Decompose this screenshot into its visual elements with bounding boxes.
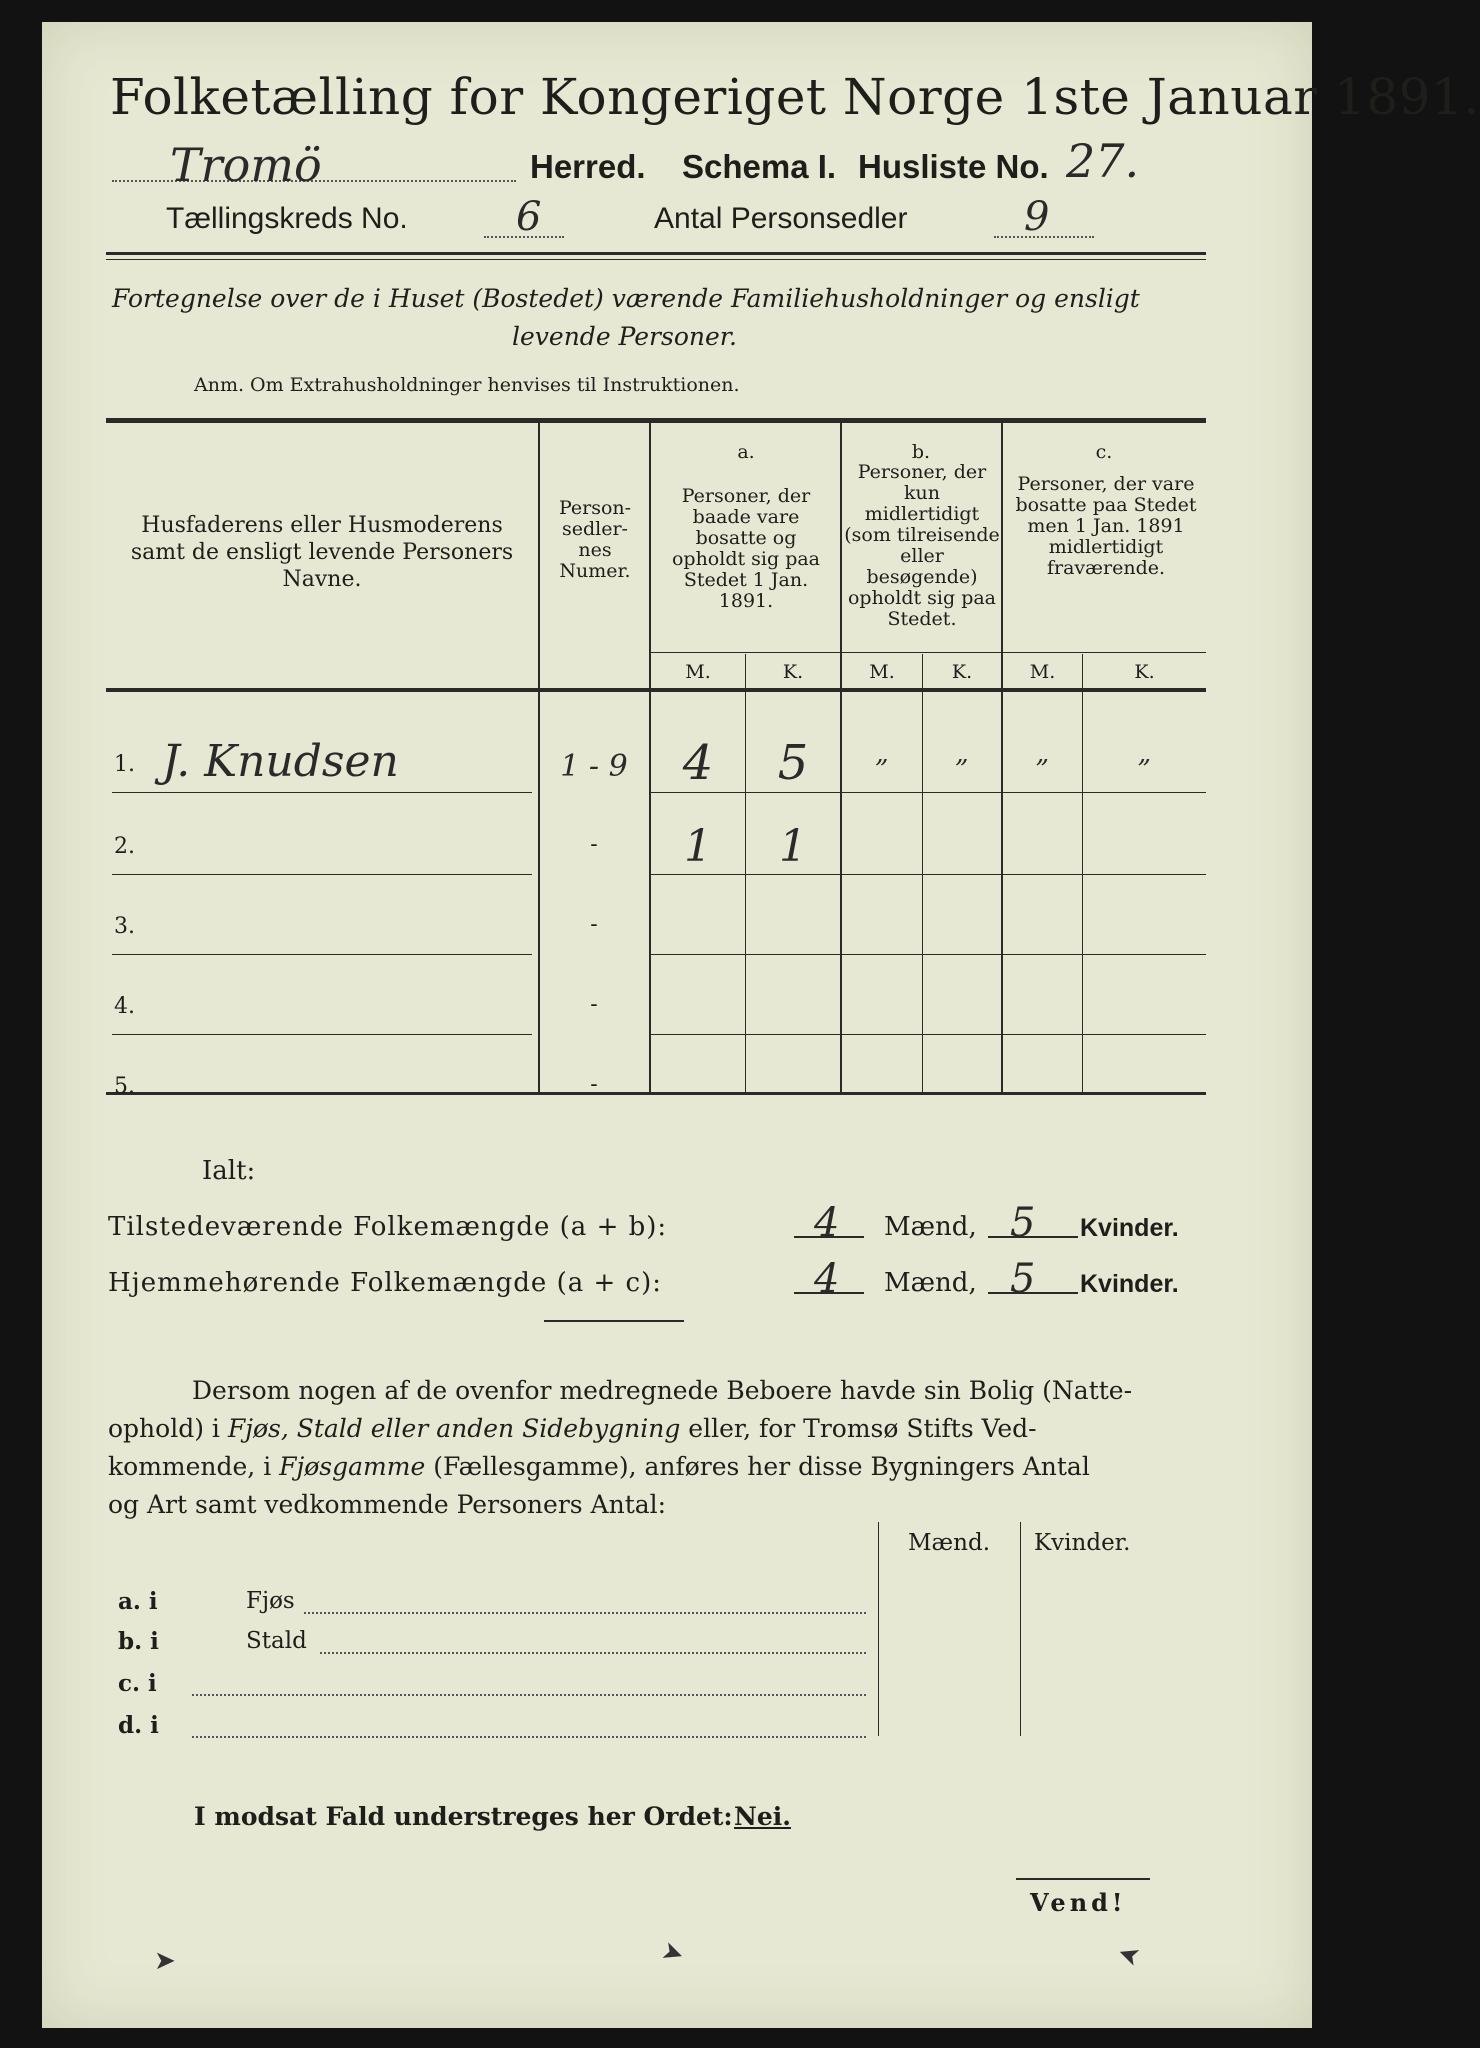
header-b: Personer, der kun midlertidigt (som tilreisende eller besøgende) opholdt sig paa Stedet.: [844, 461, 1000, 630]
census-form: Folketælling for Kongeriget Norge 1ste Januar 1891. Tromö Herred. Schema I. Husliste No. 27. Tællingskreds No. 6 Antal Personsedler 9 Fortegnelse over de i Huset (Bostedet) værende Familiehusholdninger og ensligt levende Personer. Anm. Om Extrahusholdninger henvises til Instruktionen. Husfaderens eller Husmoderens samt de ensligt levende Personers Navne. Person-sedler-nes Numer. a. Personer, der baade vare bosatte og opholdt sig paa Stedet 1 Jan. 1891. b. Personer, der kun midlertidigt (som tilreisende eller besøgende) opholdt sig paa Stedet. c. Personer, der vare bosatte paa Stedet men 1 Jan. 1891 midlertidigt fraværende. M. K. M. K. M. K. 1. J. Knudsen 1 - 9 4 5 „ „ „ „ 2. - 1 1 3. - 4. - 5. - Ialt: Tilstedeværende Folkemængde (a + b): 4 Mænd, 5 Kvinder. Hjemmehørende Folkemængde (a + c): 4 Mænd, 5 Kvinder. Dersom nogen af de ovenfor medregnede Beboere havde sin Bolig (Natte- ophold) i Fjøs, Stald eller anden Sidebygning eller, for Tromsø Stifts Ved- kommende, i Fjøsgamme (Fællesgamme), anføres her disse Bygningers Antal og Art samt vedkommende Personers Antal: Mænd. Kvinder. a. i Fjøs b. i Stald c. i d. i I modsat Fald understreges her Ordet: Nei. Vend! ➤ ➤ ➤: [42, 22, 1312, 2028]
hjemme-k: 5: [1010, 1256, 1036, 1302]
header-rule-thin: [106, 259, 1206, 260]
kreds-label: Tællingskreds No.: [166, 202, 408, 235]
intro-line-1: Fortegnelse over de i Huset (Bostedet) værende Familiehusholdninger og ensligt: [112, 284, 1140, 313]
ialt-label: Ialt:: [202, 1156, 256, 1186]
header-b-k: K.: [951, 661, 973, 683]
tilstede-label: Tilstedeværende Folkemængde (a + b):: [108, 1212, 668, 1242]
intro-line-2: levende Personer.: [512, 322, 737, 351]
arrow-mark-icon: ➤: [657, 1935, 689, 1971]
header-c-letter: c.: [1095, 441, 1113, 463]
header-c-m: M.: [1029, 661, 1056, 683]
buildings-line-3: kommende, i Fjøsgamme (Fællesgamme), anføres her disse Bygningers Antal: [108, 1452, 1090, 1481]
header-a: Personer, der baade vare bosatte og opholdt sig paa Stedet 1 Jan. 1891.: [671, 485, 821, 612]
header-b-m: M.: [869, 661, 895, 683]
header-c-k: K.: [1134, 661, 1155, 683]
hjemme-m: 4: [814, 1256, 840, 1302]
buildings-line-4: og Art samt vedkommende Personers Antal:: [108, 1490, 667, 1519]
header-personsedler: Person-sedler-nes Numer.: [558, 497, 632, 582]
kreds-value: 6: [516, 194, 542, 240]
buildings-line-2: ophold) i Fjøs, Stald eller anden Sidebygning eller, for Tromsø Stifts Ved-: [108, 1414, 1037, 1443]
household-name: J. Knudsen: [162, 736, 399, 787]
buildings-line-1: Dersom nogen af de ovenfor medregnede Beboere havde sin Bolig (Natte-: [192, 1376, 1133, 1405]
buildings-kvinder-header: Kvinder.: [1034, 1530, 1131, 1556]
antal-label: Antal Personsedler: [654, 202, 908, 235]
vend-label: Vend!: [1030, 1888, 1127, 1917]
header-rule: [106, 252, 1206, 255]
hjemme-label: Hjemmehørende Folkemængde (a + c):: [108, 1268, 662, 1298]
modsat-text: I modsat Fald understreges her Ordet:: [194, 1802, 733, 1831]
buildings-maend-header: Mænd.: [908, 1530, 991, 1556]
husliste-value: 27.: [1066, 134, 1140, 188]
herred-value: Tromö: [170, 138, 322, 192]
herred-label: Herred.: [530, 148, 646, 185]
header-c: Personer, der vare bosatte paa Stedet men 1 Jan. 1891 midlertidigt fraværende.: [1015, 473, 1197, 579]
header-a-m: M.: [685, 661, 711, 683]
tilstede-m: 4: [814, 1200, 840, 1246]
separator: [544, 1320, 684, 1322]
antal-value: 9: [1024, 194, 1050, 240]
form-title: Folketælling for Kongeriget Norge 1ste Januar 1891.: [110, 68, 1480, 126]
arrow-mark-icon: ➤: [154, 1946, 176, 1976]
header-a-k: K.: [782, 661, 804, 683]
header-a-letter: a.: [737, 441, 755, 463]
tilstede-k: 5: [1010, 1200, 1036, 1246]
nei-word: Nei.: [734, 1802, 791, 1831]
arrow-mark-icon: ➤: [1113, 1937, 1145, 1973]
schema-label: Schema I.: [682, 148, 837, 185]
header-b-letter: b.: [911, 441, 931, 463]
anm-note: Anm. Om Extrahusholdninger henvises til Instruktionen.: [194, 374, 740, 396]
header-names: Husfaderens eller Husmoderens samt de ensligt levende Personers Navne.: [130, 513, 514, 592]
husliste-label: Husliste No.: [858, 148, 1049, 185]
